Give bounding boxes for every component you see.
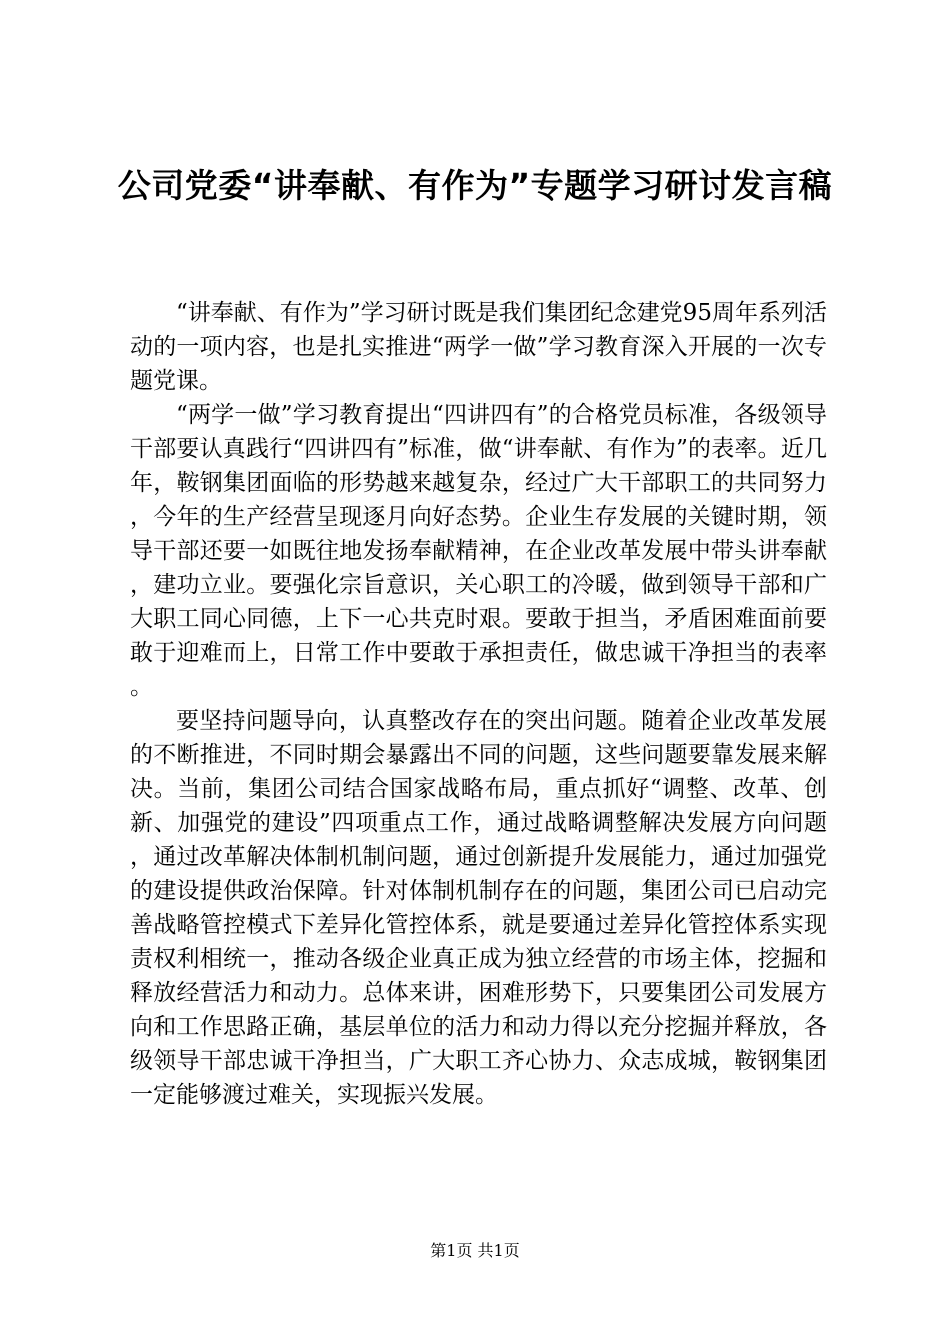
body-paragraph: “讲奉献、有作为”学习研讨既是我们集团纪念建党95周年系列活动的一项内容，也是扎实推进“两学一做”学习教育深入开展的一次专题党课。	[130, 300, 827, 394]
document-title: 公司党委“讲奉献、有作为”专题学习研讨发言稿	[117, 166, 833, 205]
page-number-footer: 第1页 共1页	[430, 1241, 520, 1260]
document-body	[130, 296, 827, 1112]
body-paragraph: “两学一做”学习教育提出“四讲四有”的合格党员标准，各级领导干部要认真践行“四讲四有”标准，做“讲奉献、有作为”的表率。近几年，鞍钢集团面临的形势越来越复杂，经过广大干部职工的共同努力，今年的生产经营呈现逐月向好态势。企业生存发展的关键时期，领导干部还要一如既往地发扬奉献精神，在企业改革发展中带头讲奉献，建功立业。要强化宗旨意识，关心职工的冷暖，做到领导干部和广大职工同心同德，上下一心共克时艰。要敢于担当，矛盾困难面前要敢于迎难而上，日常工作中要敢于承担责任，做忠诚干净担当的表率。	[130, 402, 827, 700]
body-paragraph: 要坚持问题导向，认真整改存在的突出问题。随着企业改革发展的不断推进，不同时期会暴露出不同的问题，这些问题要靠发展来解决。当前，集团公司结合国家战略布局，重点抓好“调整、改革、创新、加强党的建设”四项重点工作，通过战略调整解决发展方向问题，通过改革解决体制机制问题，通过创新提升发展能力，通过加强党的建设提供政治保障。针对体制机制存在的问题，集团公司已启动完善战略管控模式下差异化管控体系，就是要通过差异化管控体系实现责权利相统一，推动各级企业真正成为独立经营的市场主体，挖掘和释放经营活力和动力。总体来讲，困难形势下，只要集团公司发展方向和工作思路正确，基层单位的活力和动力得以充分挖掘并释放，各级领导干部忠诚干净担当，广大职工齐心协力、众志成城，鞍钢集团一定能够渡过难关，实现振兴发展。	[130, 708, 827, 1108]
